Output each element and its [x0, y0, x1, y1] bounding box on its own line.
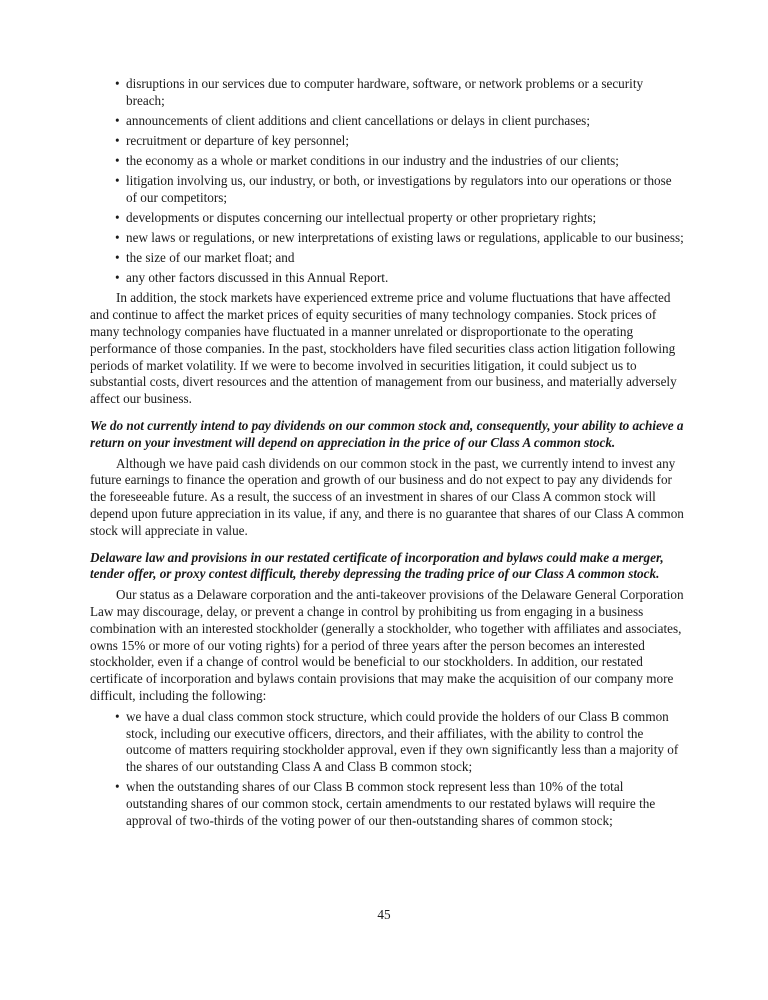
bullet-icon: • — [115, 210, 120, 226]
list-item — [115, 173, 684, 207]
bullet-icon: • — [115, 173, 120, 189]
list-item — [115, 250, 684, 267]
list-item-text: new laws or regulations, or new interpretations of existing laws or regulations, applicable to our business; — [126, 230, 684, 246]
list-item — [115, 153, 684, 170]
list-item — [115, 709, 684, 776]
list-item-text: announcements of client additions and client cancellations or delays in client purchases; — [126, 112, 590, 128]
bullet-icon: • — [115, 250, 120, 266]
bullet-icon: • — [115, 76, 120, 91]
list-item — [115, 210, 684, 227]
list-item-text: we have a dual class common stock structure, which could provide the holders of our Class B common stock, including our executive officers, directors, and their affiliates, with the ability to control the outcome of matters requiring stockholder approval, even if they own significantly less than a majority of the shares of our outstanding Class A and Class B common stock; — [126, 708, 679, 775]
list-item-text: the economy as a whole or market conditions in our industry and the industries of our clients; — [126, 153, 619, 169]
list-item-text: litigation involving us, our industry, or both, or investigations by regulators into our operations or those of our competitors; — [126, 173, 672, 205]
heading-dividends: We do not currently intend to pay dividends on our common stock and, consequently, your ability to achieve a return on your investment will depend on appreciation in the price of our Class A common stock. — [90, 418, 684, 450]
heading-delaware-law: Delaware law and provisions in our restated certificate of incorporation and bylaws could make a merger, tender offer, or proxy contest difficult, thereby depressing the trading price of our Class A common stock. — [90, 549, 664, 582]
page-number: 45 — [377, 907, 391, 922]
list-item-text: any other factors discussed in this Annual Report. — [126, 270, 389, 286]
bullet-icon: • — [115, 112, 120, 128]
bullet-icon: • — [115, 230, 120, 246]
list-item — [115, 779, 684, 829]
risk-factor-list — [115, 76, 684, 287]
anti-takeover-provisions-list — [115, 709, 684, 830]
list-item-text: when the outstanding shares of our Class B common stock represent less than 10% of the total outstanding shares of our common stock, certain amendments to our restated bylaws will require the approval of two-thirds of the voting power of our then-outstanding shares of common stock; — [126, 779, 656, 828]
paragraph-market-volatility: In addition, the stock markets have experienced extreme price and volume fluctuations that have affected and continue to affect the market prices of equity securities of many technology companies. Stock prices of many technology companies have fluctuated in a manner unrelated or disproportionate to the operating performance of those companies. In the past, stockholders have filed securities class action litigation following periods of market volatility. If we were to become involved in securities litigation, it could subject us to substantial costs, divert resources and the attention of management from our business, and materially adversely affect our business. — [90, 290, 677, 407]
list-item — [115, 113, 684, 130]
bullet-icon: • — [115, 132, 120, 148]
bullet-icon: • — [115, 153, 120, 169]
bullet-icon: • — [115, 779, 120, 795]
bullet-icon: • — [115, 708, 120, 724]
list-item-text: the size of our market float; and — [126, 250, 295, 266]
paragraph-dividends: Although we have paid cash dividends on our common stock in the past, we currently intend to invest any future earnings to finance the operation and growth of our business and do not expect to pay any dividends for the foreseeable future. As a result, the success of an investment in shares of our Class A common stock will depend upon future appreciation in its value, if any, and there is no guarantee that shares of our Class A common stock will appreciate in value. — [90, 455, 684, 538]
list-item-text: developments or disputes concerning our intellectual property or other proprietary rights; — [126, 210, 597, 226]
page-content — [90, 76, 684, 833]
list-item — [115, 270, 684, 287]
list-item-text: recruitment or departure of key personnel; — [126, 132, 349, 148]
list-item — [115, 230, 684, 247]
bullet-icon: • — [115, 270, 120, 286]
paragraph-anti-takeover: Our status as a Delaware corporation and the anti-takeover provisions of the Delaware General Corporation Law may discourage, delay, or prevent a change in control by prohibiting us from engaging in a business combination with an interested stockholder (generally a stockholder, who together with affiliates and associates, owns 15% or more of our voting rights) for a period of three years after the person becomes an interested stockholder, even if a change of control would be beneficial to our stockholders. In addition, our restated certificate of incorporation and bylaws contain provisions that may make the acquisition of our company more difficult, including the following: — [90, 587, 684, 703]
list-item — [115, 133, 684, 150]
list-item-text: disruptions in our services due to computer hardware, software, or network problems or a security breach; — [126, 76, 644, 108]
list-item — [115, 76, 684, 110]
